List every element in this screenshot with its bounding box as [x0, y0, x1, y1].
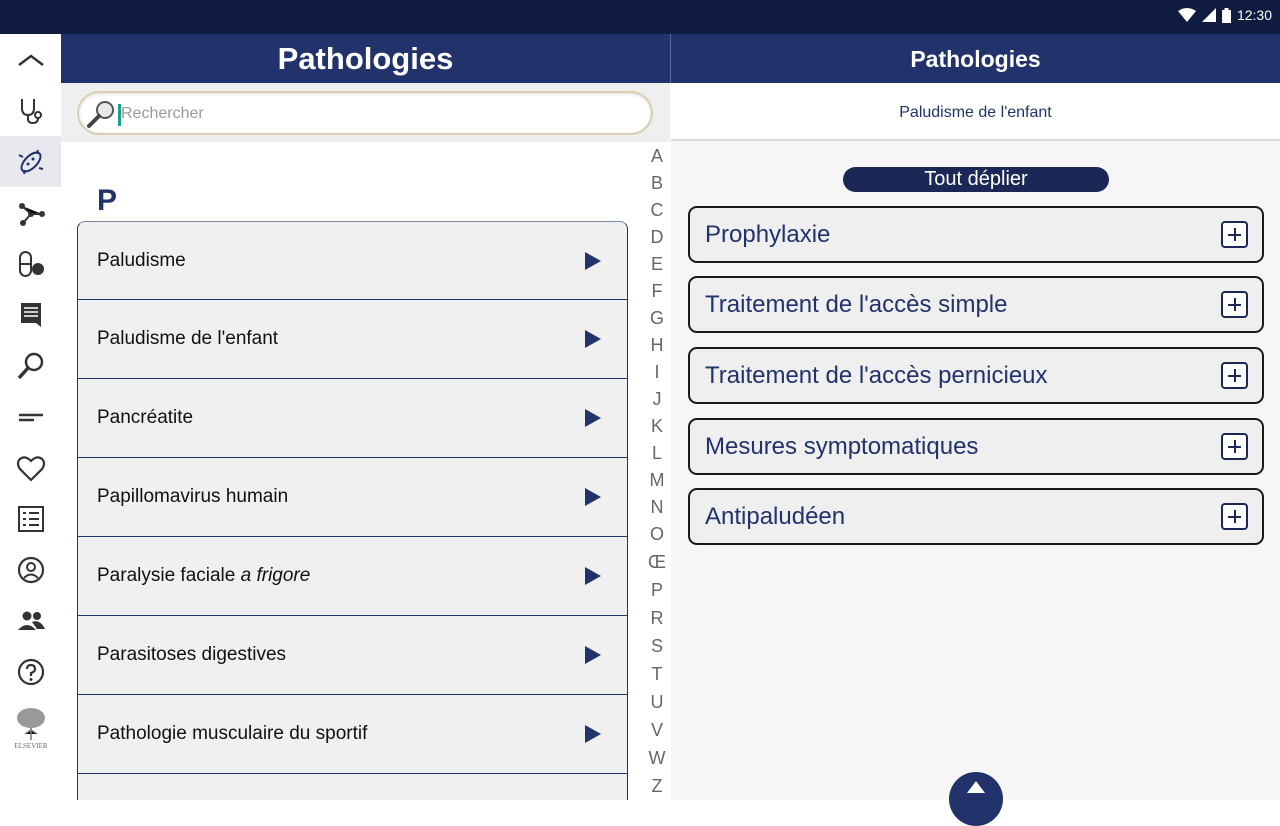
- accordion-section[interactable]: [688, 488, 1264, 545]
- list-item[interactable]: [77, 695, 628, 774]
- molecule-icon: [16, 198, 46, 228]
- list-item-text: Paludisme de l'enfant: [97, 328, 279, 349]
- pathology-list-area: [61, 142, 670, 800]
- play-arrow-icon: [585, 330, 601, 348]
- help-icon: [16, 657, 46, 687]
- nav-minus[interactable]: [0, 391, 61, 442]
- play-arrow-icon: [585, 488, 601, 506]
- list-item-label: [97, 458, 288, 536]
- accordion-title: Traitement de l'accès pernicieux: [705, 362, 1048, 389]
- accordion-section[interactable]: [688, 347, 1264, 404]
- nav-collapse[interactable]: [0, 34, 61, 85]
- list-item-text: Pancréatite: [97, 407, 194, 428]
- battery-icon: [1222, 8, 1231, 23]
- left-panel-title: Pathologies: [61, 34, 670, 83]
- list-item[interactable]: [77, 300, 628, 379]
- list-item-label: [97, 222, 186, 300]
- play-arrow-icon: [585, 252, 601, 270]
- heart-icon: [16, 453, 46, 483]
- alphabet-letter[interactable]: V: [650, 720, 663, 740]
- alphabet-letter[interactable]: A: [650, 146, 663, 166]
- list-item-label: [97, 300, 278, 378]
- nav-list[interactable]: [0, 493, 61, 544]
- status-bar: [0, 0, 1280, 34]
- list-item-text: Papillomavirus humain: [97, 486, 289, 507]
- nav-stethoscope[interactable]: [0, 85, 61, 136]
- list-item-text: Paludisme: [97, 250, 186, 271]
- wifi-icon: [1178, 8, 1196, 22]
- chevron-up-icon: [17, 53, 45, 67]
- search-input[interactable]: [121, 99, 621, 129]
- signal-icon: [1202, 8, 1216, 22]
- alphabet-letter[interactable]: H: [650, 335, 664, 355]
- stethoscope-icon: [16, 96, 46, 126]
- magnifier-icon: [85, 99, 117, 129]
- list-item-italic-text: a frigore: [240, 565, 311, 586]
- search-icon: [16, 351, 46, 381]
- alphabet-letter[interactable]: R: [650, 608, 664, 628]
- list-item-text: Pathologie musculaire du sportif: [97, 723, 368, 744]
- accordion-section[interactable]: [688, 418, 1264, 475]
- alphabet-letter[interactable]: J: [652, 389, 662, 409]
- nav-search[interactable]: [0, 340, 61, 391]
- alphabet-letter[interactable]: M: [649, 470, 665, 490]
- play-arrow-icon: [585, 567, 601, 585]
- alphabet-letter[interactable]: D: [650, 227, 664, 247]
- alphabet-letter[interactable]: I: [654, 362, 660, 382]
- list-item[interactable]: [77, 379, 628, 458]
- nav-notes[interactable]: [0, 289, 61, 340]
- list-item[interactable]: [77, 221, 628, 300]
- group-icon: [16, 606, 46, 636]
- list-icon: [16, 504, 46, 534]
- detail-body: [671, 141, 1280, 800]
- nav-help[interactable]: [0, 646, 61, 697]
- nav-elsevier-logo: [0, 697, 61, 757]
- expand-plus-icon[interactable]: [1221, 503, 1248, 530]
- alphabet-letter[interactable]: P: [650, 580, 663, 600]
- nav-pathologies[interactable]: [0, 136, 61, 187]
- list-item-text: Parasitoses digestives: [97, 644, 287, 665]
- section-letter: P: [97, 184, 118, 217]
- alphabet-letter[interactable]: C: [650, 200, 664, 220]
- alphabet-letter[interactable]: F: [651, 281, 663, 301]
- alphabet-letter[interactable]: N: [650, 497, 664, 517]
- alphabet-letter[interactable]: W: [648, 748, 666, 768]
- alphabet-letter[interactable]: O: [649, 524, 664, 544]
- search-bar: [61, 83, 670, 142]
- nav-molecule[interactable]: [0, 187, 61, 238]
- nav-rail: [0, 34, 61, 800]
- scroll-top-button[interactable]: [949, 772, 1003, 826]
- alphabet-letter[interactable]: Z: [651, 776, 663, 796]
- nav-group[interactable]: [0, 595, 61, 646]
- elsevier-logo-text: ELSEVIER: [13, 742, 48, 750]
- list-item[interactable]: [77, 537, 628, 616]
- list-item-label: [97, 537, 310, 615]
- expand-plus-icon[interactable]: [1221, 221, 1248, 248]
- minus-icon: [16, 402, 46, 432]
- play-arrow-icon: [585, 409, 601, 427]
- expand-plus-icon[interactable]: [1221, 291, 1248, 318]
- notes-icon: [16, 300, 46, 330]
- alphabet-letter[interactable]: T: [651, 664, 663, 684]
- elsevier-logo-icon: [11, 704, 51, 750]
- accordion-title: Prophylaxie: [705, 221, 831, 248]
- list-item-label: [97, 616, 286, 694]
- status-icons: [1178, 7, 1272, 23]
- search-field[interactable]: [77, 91, 653, 135]
- alphabet-letter[interactable]: K: [650, 416, 663, 436]
- list-item[interactable]: [77, 616, 628, 695]
- detail-subtitle: Paludisme de l'enfant: [671, 83, 1280, 141]
- nav-medications[interactable]: [0, 238, 61, 289]
- list-item-text: Paralysie faciale: [97, 565, 241, 586]
- accordion-title: Traitement de l'accès simple: [705, 291, 1008, 318]
- list-item-label: [97, 379, 193, 457]
- alphabet-letter[interactable]: S: [650, 636, 663, 656]
- pill-icon: [16, 249, 46, 279]
- alphabet-letter[interactable]: B: [650, 173, 663, 193]
- list-item-label: [97, 695, 367, 773]
- pathology-list: [77, 221, 628, 800]
- expand-plus-icon[interactable]: [1221, 362, 1248, 389]
- alphabet-letter[interactable]: U: [650, 692, 664, 712]
- play-arrow-icon: [585, 646, 601, 664]
- account-icon: [16, 555, 46, 585]
- alphabet-letter[interactable]: G: [649, 308, 664, 328]
- nav-account[interactable]: [0, 544, 61, 595]
- alphabet-letter[interactable]: Œ: [648, 552, 666, 572]
- accordion-section[interactable]: [688, 206, 1264, 263]
- play-arrow-icon: [585, 725, 601, 743]
- list-item[interactable]: [77, 774, 628, 800]
- expand-all-button[interactable]: Tout déplier: [843, 167, 1109, 192]
- accordion-title: Mesures symptomatiques: [705, 433, 979, 460]
- nav-favorites[interactable]: [0, 442, 61, 493]
- pathology-icon: [16, 147, 46, 177]
- status-time: 12:30: [1236, 7, 1272, 23]
- accordion-section[interactable]: [688, 276, 1264, 333]
- expand-plus-icon[interactable]: [1221, 433, 1248, 460]
- right-panel-title: Pathologies: [671, 34, 1280, 83]
- accordion-title: Antipaludéen: [705, 503, 846, 530]
- list-item[interactable]: [77, 458, 628, 537]
- alphabet-letter[interactable]: E: [650, 254, 663, 274]
- alphabet-letter[interactable]: L: [651, 443, 662, 463]
